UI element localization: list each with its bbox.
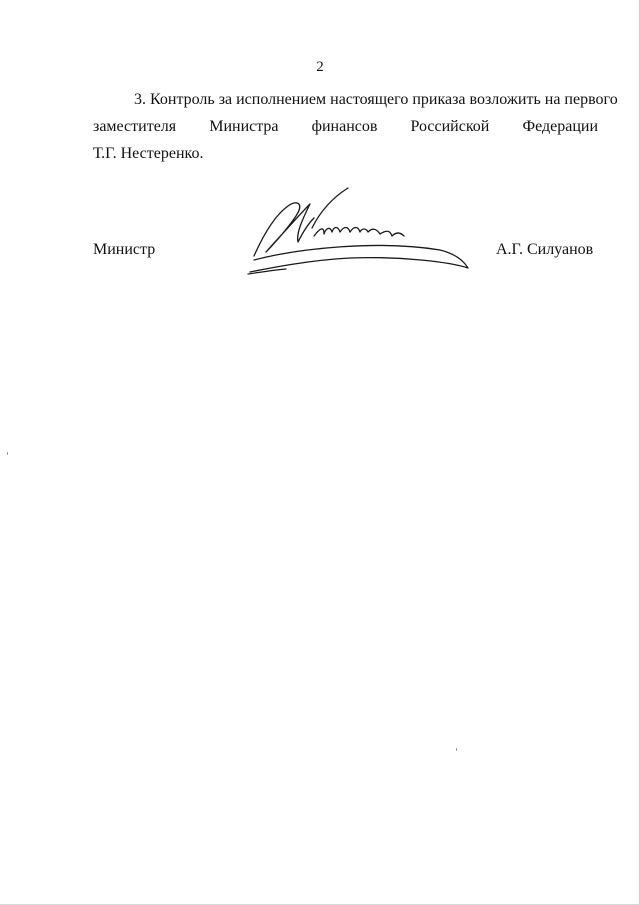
paragraph-word: Министра xyxy=(209,118,279,135)
paragraph-word: заместителя xyxy=(93,118,177,135)
signatory-name: А.Г. Силуанов xyxy=(496,241,594,258)
paragraph-word: Федерации xyxy=(522,118,598,135)
paragraph-word: финансов xyxy=(311,118,378,135)
scan-speck xyxy=(7,452,8,455)
paragraph-line-1: 3. Контроль за исполнением настоящего приказа возложить на первого xyxy=(134,91,618,108)
paragraph-line-3: Т.Г. Нестеренко. xyxy=(93,145,204,162)
page-number: 2 xyxy=(316,59,324,75)
handwritten-signature xyxy=(240,182,480,282)
paragraph-line-2 xyxy=(93,118,598,136)
signatory-title: Министр xyxy=(93,241,156,258)
paragraph-word: Российской xyxy=(410,118,490,135)
scan-speck xyxy=(456,748,457,751)
